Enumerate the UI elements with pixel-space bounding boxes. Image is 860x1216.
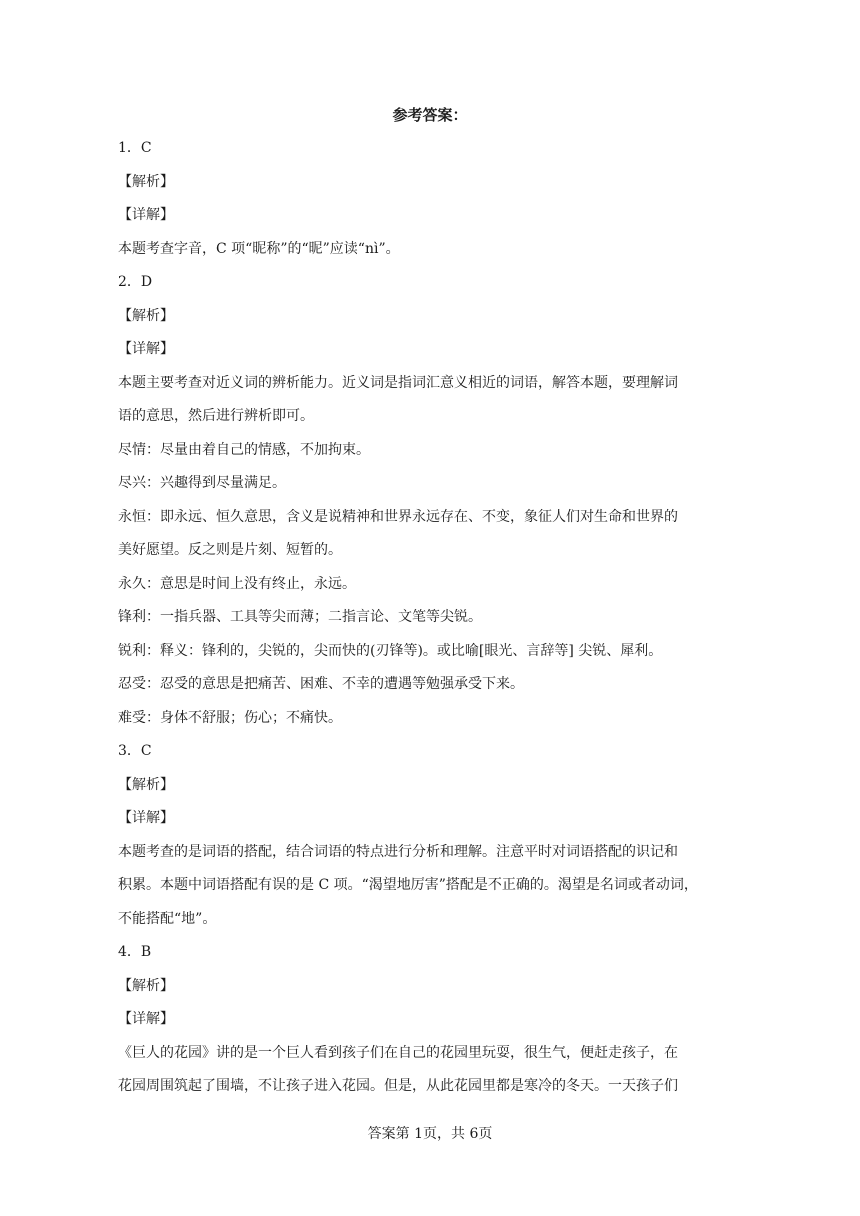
text-line: 4．B [118, 944, 152, 960]
text-line: 3．C [118, 743, 152, 759]
text-line: 花园周围筑起了围墙，不让孩子进入花园。但是，从此花园里都是寒冷的冬天。一天孩子们 [118, 1078, 678, 1094]
text-line: 【解析】 [118, 776, 174, 793]
answer-content [118, 132, 742, 1104]
text-line: 2．D [118, 274, 153, 290]
text-line: 尽兴：兴趣得到尽量满足。 [118, 475, 286, 491]
text-line: 本题考查字音，C 项“昵称”的“昵”应读“nì”。 [118, 240, 400, 257]
text-line: 锐利：释义：锋利的，尖锐的，尖而快的(刃锋等)。或比喻[眼光、言辞等] 尖锐、犀利。 [118, 642, 663, 659]
text-line: 【详解】 [118, 1011, 174, 1027]
text-line: 1．C [118, 140, 152, 156]
text-line: 【详解】 [118, 341, 174, 357]
text-line: 【详解】 [118, 810, 174, 826]
text-line: 锋利：一指兵器、工具等尖而薄；二指言论、文笔等尖锐。 [118, 609, 482, 625]
page-title: 参考答案： [392, 106, 468, 124]
text-line: 难受：身体不舒服；伤心；不痛快。 [118, 709, 342, 726]
text-line: 本题主要考查对近义词的辨析能力。近义词是指词汇意义相近的词语，解答本题，要理解词 [118, 374, 678, 391]
text-line: 永久：意思是时间上没有终止，永远。 [118, 575, 356, 592]
page-footer: 答案第 1页，共 6页 [367, 1126, 493, 1142]
text-line: 美好愿望。反之则是片刻、短暂的。 [118, 542, 342, 558]
text-line: 语的意思，然后进行辨析即可。 [118, 408, 314, 424]
text-line: 【解析】 [118, 173, 174, 190]
text-line: 【详解】 [118, 207, 174, 223]
text-line: 《巨人的花园》讲的是一个巨人看到孩子们在自己的花园里玩耍，很生气，便赶走孩子，在 [118, 1044, 678, 1061]
text-line: 【解析】 [118, 977, 174, 994]
text-line: 本题考查的是词语的搭配，结合词语的特点进行分析和理解。注意平时对词语搭配的识记和 [118, 843, 678, 860]
text-line: 不能搭配“地”。 [118, 910, 217, 927]
text-line: 积累。本题中词语搭配有误的是 C 项。“渴望地厉害”搭配是不正确的。渴望是名词或者动词， [118, 877, 698, 893]
text-line: 尽情：尽量由着自己的情感，不加拘束。 [118, 441, 370, 458]
text-line: 永恒：即永远、恒久意思，含义是说精神和世界永远存在、不变，象征人们对生命和世界的 [118, 508, 678, 525]
text-line: 【解析】 [118, 307, 174, 324]
text-line: 忍受：忍受的意思是把痛苦、困难、不幸的遭遇等勉强承受下来。 [118, 676, 524, 692]
